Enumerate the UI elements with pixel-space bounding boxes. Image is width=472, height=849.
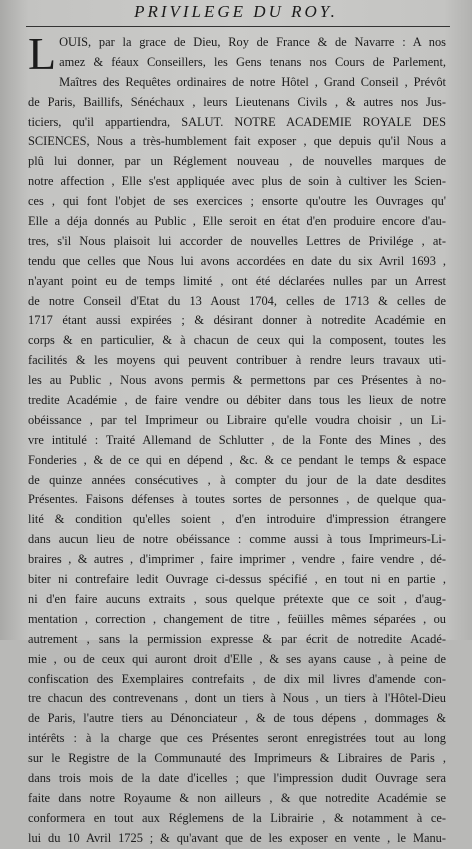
text-line: ni d'en faire aucuns extraits , sous quelque prétexte que ce soit , d'aug- xyxy=(28,591,446,606)
text-line: notre affection , Elle s'est appliquée avec plus de soin à cultiver les Scien- xyxy=(28,174,446,189)
text-line: sur le Registre de la Communauté des Imprimeurs & Libraires de Paris , xyxy=(28,751,446,766)
text-line: dans aucun lieu de notre obéissance : comme aussi à tous Imprimeurs-Li- xyxy=(28,532,446,547)
drop-cap: L xyxy=(28,28,57,79)
text-line: Elle a déja donnés au Public , Elle seroit en état d'en produire encore d'au- xyxy=(28,214,446,229)
text-line: mie , ou de ceux qui auront droit d'Elle , & ses ayans cause , à peine de xyxy=(28,651,446,666)
text-line: lité & condition qu'elles soient , d'en introduire d'impression étrangere xyxy=(28,512,446,527)
text-line: vre intitulé : Traité Allemand de Schlutter , de la Fonte des Mines , des xyxy=(28,432,446,447)
text-line: Présentes. Faisons défenses à toutes sortes de personnes , de quelque qua- xyxy=(28,492,446,507)
text-line: mentation , correction , changement de titre , feüilles mêmes séparées , ou xyxy=(28,611,446,626)
text-line: SCIENCES, Nous a très-humblement fait exposer , que depuis qu'il Nous a xyxy=(28,134,446,149)
text-line: biter ni contrefaire ledit Ouvrage ci-dessus spécifié , en tout ni en partie , xyxy=(28,572,446,587)
text-line: dans trois mois de la date d'icelles ; que l'impression dudit Ouvrage sera xyxy=(28,770,446,785)
text-line: Maîtres des Requêtes ordinaires de notre Hôtel , Grand Conseil , Prévôt xyxy=(59,74,446,89)
text-line: confiscation des Exemplaires contrefaits , de dix mil livres d'amende con- xyxy=(28,671,446,686)
text-line: ticiers, qu'il appartiendra, SALUT. NOTRE ACADEMIE ROYALE DES xyxy=(28,114,446,129)
text-line: amez & féaux Conseillers, les Gens tenans nos Cours de Parlement, xyxy=(59,54,446,69)
text-line: autrement , sans la permission expresse & par écrit de notredite Acadé- xyxy=(28,631,446,646)
text-line: tre chacun des contrevenans , dont un tiers à Nous , un tiers à l'Hôtel-Dieu xyxy=(28,691,446,706)
text-line: de notre Conseil d'Etat du 13 Aoust 1704, celles de 1713 & celles de xyxy=(28,293,446,308)
text-line: conformera en tout aux Réglemens de la Librairie , & notamment à ce- xyxy=(28,810,446,825)
text-line: tres, s'il Nous plaisoit lui accorder de nouvelles Lettres de Privilége , at- xyxy=(28,233,446,248)
text-line: de Paris, l'autre tiers au Dénonciateur , & de tous dépens , dommages & xyxy=(28,711,446,726)
text-line: intérêts : à la charge que ces Présentes seront enregistrées tout au long xyxy=(28,731,446,746)
text-line: ces , qui font l'objet de ses exercices ; ensorte qu'outre les Ouvrages qu' xyxy=(28,194,446,209)
text-line: Fonderies , & de ce qui en dépend , &c. & ce pendant le temps & espace xyxy=(28,452,446,467)
text-line: plû lui donner, par un Réglement nouveau , de nouvelles marques de xyxy=(28,154,446,169)
privilege-text xyxy=(28,28,446,849)
text-line: les au Public , Nous avons permis & permettons par ces Présentes à no- xyxy=(28,373,446,388)
text-line: corps & en particulier, & à chacun de ceux qui la composent, toutes les xyxy=(28,333,446,348)
text-line: lui du 10 Avril 1725 ; & qu'avant que de les exposer en vente , le Manu- xyxy=(28,830,446,845)
text-line: de Paris, Baillifs, Sénéchaux , leurs Lieutenans Civils , & autres nos Jus- xyxy=(28,94,446,109)
text-line: OUIS, par la grace de Dieu, Roy de France & de Navarre : A nos xyxy=(59,35,446,49)
text-line: braires , & autres , d'imprimer , faire imprimer , vendre , faire vendre , dé- xyxy=(28,552,446,567)
text-line: de quinze années consécutives , à compter du jour de la date desdites xyxy=(28,472,446,487)
text-line: tredite Académie , de faire vendre ou débiter dans tous les lieux de notre xyxy=(28,393,446,408)
text-line: tendu que celles que Nous lui avons accordées en date du six Avril 1693 , xyxy=(28,253,446,268)
text-line: 1717 étant aussi expirées ; & désirant donner à notredite Académie en xyxy=(28,313,446,328)
text-line: obéissance , par tel Imprimeur ou Libraire qu'elle voudra choisir , un Li- xyxy=(28,412,446,427)
page-title: PRIVILEGE DU ROY. xyxy=(134,2,338,21)
text-line: facilités & les moyens qui peuvent contribuer à rendre leurs travaux uti- xyxy=(28,353,446,368)
text-line: n'ayant point eu de temps limité , ont été déclarées nulles par un Arrest xyxy=(28,273,446,288)
title-rule xyxy=(26,26,450,27)
text-line: faite dans notre Royaume & non ailleurs , & que notredite Académie se xyxy=(28,790,446,805)
